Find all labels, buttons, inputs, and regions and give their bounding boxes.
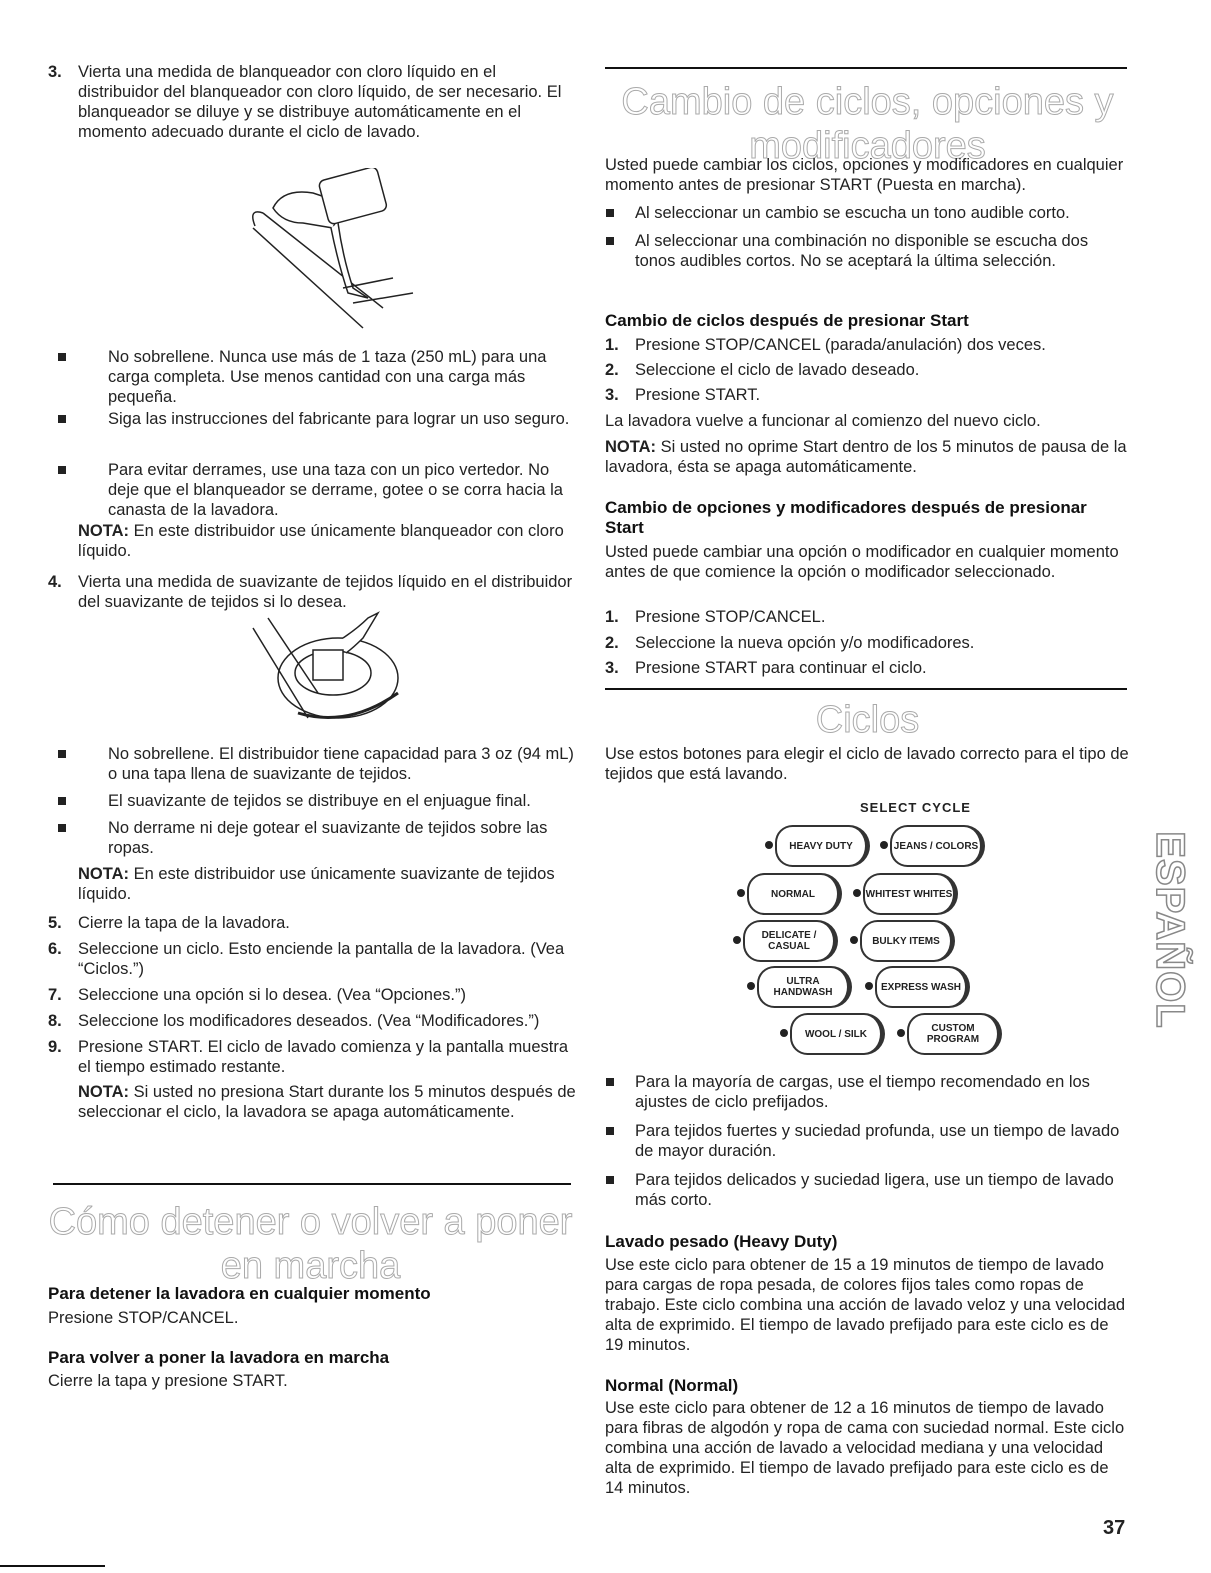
indicator-dot xyxy=(850,936,858,944)
indicator-dot xyxy=(747,982,755,990)
page-number: 37 xyxy=(1103,1517,1126,1539)
bleach-pour-illustration xyxy=(243,168,423,333)
restart-heading: Para volver a poner la lavadora en marcha xyxy=(48,1348,390,1367)
cycle-button-jeans-colors xyxy=(880,825,992,865)
cycle-button-delicate-casual xyxy=(733,920,845,960)
cycle-button-wool-silk xyxy=(780,1013,892,1053)
normal-text: Use este ciclo para obtener de 12 a 16 minutos de tiempo de lavado para fibras de algodón y ropa de cama con suciedad normal. Este ciclo combina una acción de lavado a velocidad mediana y una velocidad alta de exprimido. El tiempo de lavado prefijado para este ciclo es de 14 minutos. xyxy=(605,1399,1125,1497)
bullet-item: El suavizante de tejidos se distribuye en el enjuague final. xyxy=(108,791,578,811)
cycle-button-label: WOOL / SILK xyxy=(790,1013,885,1055)
note-text: Si usted no presiona Start durante los 5 minutos después de seleccionar el ciclo, la lavadora se apaga automáticamente. xyxy=(78,1083,576,1121)
step-5 xyxy=(48,913,573,933)
cycle-button-label: CUSTOM PROGRAM xyxy=(907,1013,1002,1055)
bullet-item: Al seleccionar una combinación no disponible se escucha dos tonos audibles cortos. No se aceptará la última selección. xyxy=(635,231,1130,271)
changes-intro: Usted puede cambiar los ciclos, opciones y modificadores en cualquier momento antes de presionar START (Puesta en marcha). xyxy=(605,156,1124,194)
bullet-item: No sobrellene. El distribuidor tiene capacidad para 3 oz (94 mL) o una tapa llena de suavizante de tejidos. xyxy=(108,744,578,784)
bullet-item: Para tejidos fuertes y suciedad profunda, use un tiempo de lavado de mayor duración. xyxy=(635,1121,1130,1161)
cycle-step-1 xyxy=(605,335,1130,355)
options-intro: Usted puede cambiar una opción o modificador en cualquier momento antes de que comience la opción o modificador seleccionado. xyxy=(605,543,1119,581)
cycle-button-label: EXPRESS WASH xyxy=(875,966,970,1008)
cycle-button-label: BULKY ITEMS xyxy=(860,920,955,962)
step-9 xyxy=(48,1037,573,1077)
select-cycle-label: SELECT CYCLE xyxy=(860,800,971,815)
step-number: 1. xyxy=(605,336,619,354)
cycle-button-normal xyxy=(737,873,849,913)
step-text: Presione STOP/CANCEL. xyxy=(635,608,826,626)
option-step-1 xyxy=(605,607,1130,627)
indicator-dot xyxy=(897,1029,905,1037)
section-divider xyxy=(605,67,1127,69)
note-softener xyxy=(78,864,578,904)
step-text: Presione START. El ciclo de lavado comienza y la pantalla muestra el tiempo estimado restante. xyxy=(78,1038,569,1076)
restart-text: Cierre la tapa y presione START. xyxy=(48,1372,288,1390)
select-cycle-panel xyxy=(725,800,1025,1060)
bullet-item: No sobrellene. Nunca use más de 1 taza (250 mL) para una carga completa. Use menos cantidad con una carga más pequeña. xyxy=(108,347,578,407)
step-number: 6. xyxy=(48,940,62,958)
stop-heading: Para detener la lavadora en cualquier momento xyxy=(48,1284,431,1303)
cycle-button-label: DELICATE / CASUAL xyxy=(743,920,838,962)
stop-text: Presione STOP/CANCEL. xyxy=(48,1309,239,1327)
cycle-button-label: ULTRA HANDWASH xyxy=(757,966,852,1008)
bullet-item: Para tejidos delicados y suciedad ligera, use un tiempo de lavado más corto. xyxy=(635,1170,1130,1210)
note-bleach xyxy=(78,521,578,561)
step-number: 7. xyxy=(48,986,62,1004)
note-pause xyxy=(605,437,1130,477)
step-number: 8. xyxy=(48,1012,62,1030)
step-text: Seleccione los modificadores deseados. (Vea “Modificadores.”) xyxy=(78,1012,540,1030)
step-text: Presione STOP/CANCEL (parada/anulación) dos veces. xyxy=(635,336,1046,354)
note-label: NOTA: xyxy=(78,865,130,883)
indicator-dot xyxy=(865,982,873,990)
ciclos-intro: Use estos botones para elegir el ciclo de lavado correcto para el tipo de tejidos que está lavando. xyxy=(605,745,1129,783)
note-text: Si usted no oprime Start dentro de los 5 minutos de pausa de la lavadora, ésta se apaga automáticamente. xyxy=(605,438,1127,476)
option-step-3 xyxy=(605,658,1130,678)
indicator-dot xyxy=(737,889,745,897)
step-text: Cierre la tapa de la lavadora. xyxy=(78,914,290,932)
cycle-button-ultra-handwash xyxy=(747,966,859,1006)
step-text: Seleccione un ciclo. Esto enciende la pantalla de la lavadora. (Vea “Ciclos.”) xyxy=(78,940,565,978)
step-number: 3. xyxy=(605,386,619,404)
footer-rule xyxy=(0,1565,105,1567)
indicator-dot xyxy=(733,936,741,944)
indicator-dot xyxy=(780,1029,788,1037)
step-4 xyxy=(48,572,573,612)
cycle-button-bulky-items xyxy=(850,920,962,960)
softener-dispenser-illustration xyxy=(248,608,408,733)
step-8 xyxy=(48,1011,573,1031)
step-number: 2. xyxy=(605,634,619,652)
cycle-button-whitest-whites xyxy=(853,873,965,913)
note-label: NOTA: xyxy=(78,522,130,540)
cycle-button-label: JEANS / COLORS xyxy=(890,825,985,867)
step-number: 9. xyxy=(48,1038,62,1056)
cycle-step-2 xyxy=(605,360,1130,380)
language-side-tab xyxy=(1150,820,1192,1060)
note-text: En este distribuidor use únicamente blanqueador con cloro líquido. xyxy=(78,522,564,560)
normal-heading: Normal (Normal) xyxy=(605,1376,739,1395)
heavy-duty-text: Use este ciclo para obtener de 15 a 19 minutos de tiempo de lavado para cargas de ropa pesada, de colores fijos tales como ropas de trabajo. Este ciclo combina una acción de lavado veloz y una velocidad alta de exprimido. El tiempo de lavado prefijado para este ciclo es de 19 minutos. xyxy=(605,1256,1126,1354)
cycle-button-label: HEAVY DUTY xyxy=(775,825,870,867)
bullet-item: Para la mayoría de cargas, use el tiempo recomendado en los ajustes de ciclo prefijados. xyxy=(635,1072,1130,1112)
step-7 xyxy=(48,985,573,1005)
step-number: 3. xyxy=(48,63,62,81)
bullet-item: No derrame ni deje gotear el suavizante de tejidos sobre las ropas. xyxy=(108,818,578,858)
section-title-stop-restart: Cómo detener o volver a poner en marcha xyxy=(48,1201,573,1287)
bullet-item: Siga las instrucciones del fabricante para lograr un uso seguro. xyxy=(108,409,578,429)
cycles-change-heading: Cambio de ciclos después de presionar Start xyxy=(605,311,969,330)
indicator-dot xyxy=(765,841,773,849)
indicator-dot xyxy=(880,841,888,849)
cycle-button-heavy-duty xyxy=(765,825,877,865)
bullet-item: Para evitar derrames, use una taza con un pico vertedor. No deje que el blanqueador se derrame, gotee o se corra hacia la canasta de la lavadora. xyxy=(108,460,578,520)
step-number: 4. xyxy=(48,573,62,591)
step-number: 2. xyxy=(605,361,619,379)
note-label: NOTA: xyxy=(605,438,657,456)
resume-text: La lavadora vuelve a funcionar al comienzo del nuevo ciclo. xyxy=(605,412,1041,430)
step-text: Seleccione una opción si lo desea. (Vea “Opciones.”) xyxy=(78,986,466,1004)
section-title-ciclos: Ciclos xyxy=(815,699,920,741)
note-text: En este distribuidor use únicamente suavizante de tejidos líquido. xyxy=(78,865,555,903)
note-label: NOTA: xyxy=(78,1083,130,1101)
step-text: Seleccione la nueva opción y/o modificadores. xyxy=(635,634,975,652)
option-step-2 xyxy=(605,633,1130,653)
step-number: 3. xyxy=(605,659,619,677)
section-divider xyxy=(53,1183,571,1185)
step-3 xyxy=(48,62,573,142)
step-text: Vierta una medida de blanqueador con cloro líquido en el distribuidor del blanqueador con cloro líquido, de ser necesario. El blanqueador se diluye y se distribuye automáticamente en el momento adecuado durante el ciclo de lavado. xyxy=(78,63,562,141)
step-number: 5. xyxy=(48,914,62,932)
section-title-changes: Cambio de ciclos, opciones y modificadores xyxy=(621,81,1114,167)
cycle-step-3 xyxy=(605,385,1130,405)
step-6 xyxy=(48,939,573,979)
cycle-button-custom-program xyxy=(897,1013,1009,1053)
heavy-duty-heading: Lavado pesado (Heavy Duty) xyxy=(605,1232,838,1251)
cycle-button-label: NORMAL xyxy=(747,873,842,915)
step-text: Vierta una medida de suavizante de tejidos líquido en el distribuidor del suavizante de tejidos si lo desea. xyxy=(78,573,573,611)
step-text: Seleccione el ciclo de lavado deseado. xyxy=(635,361,920,379)
indicator-dot xyxy=(853,889,861,897)
step-number: 1. xyxy=(605,608,619,626)
step-text: Presione START. xyxy=(635,386,761,404)
side-tab-label: ESPAÑOL xyxy=(1148,831,1192,1029)
step-text: Presione START para continuar el ciclo. xyxy=(635,659,927,677)
section-divider xyxy=(605,688,1127,690)
bullet-item: Al seleccionar un cambio se escucha un tono audible corto. xyxy=(635,203,1130,223)
cycle-button-express-wash xyxy=(865,966,977,1006)
note-start xyxy=(78,1082,578,1122)
options-change-heading: Cambio de opciones y modificadores después de presionar Start xyxy=(605,498,1087,537)
cycle-button-label: WHITEST WHITES xyxy=(863,873,958,915)
